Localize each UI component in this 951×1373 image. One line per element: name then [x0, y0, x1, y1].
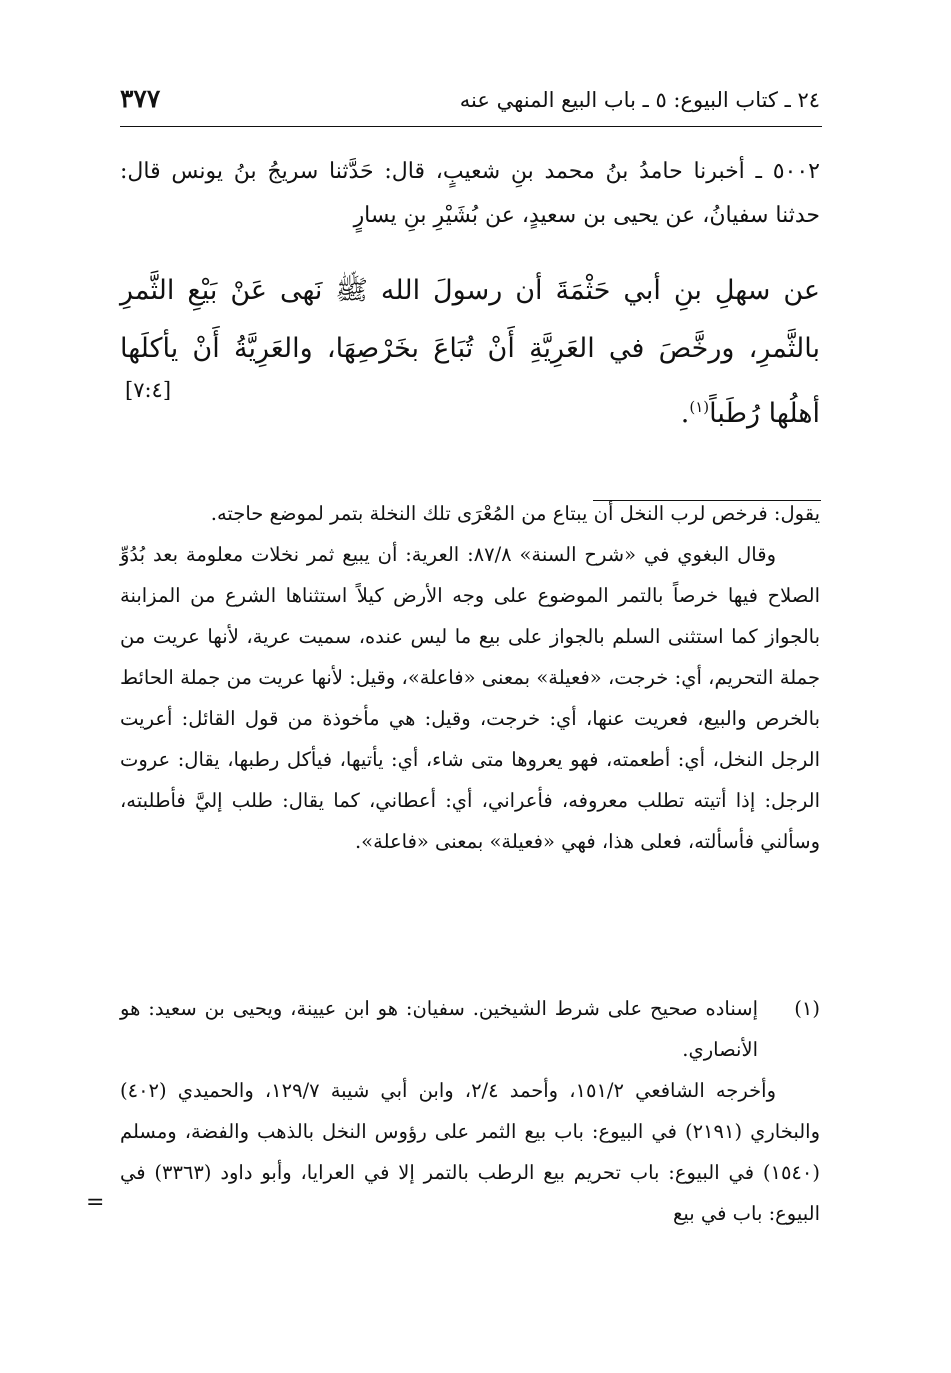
- note-paragraph-1: يقول: فرخص لرب النخل أن يبتاع من المُعْرَى تلك النخلة بتمر لموضع حاجته.: [210, 502, 820, 525]
- isnad-text: ٥٠٠٢ ـ أخبرنا حامدُ بنُ محمد بنِ شعيبٍ، قال: حَدَّثنا سريجُ بنُ يونس قال: حدثنا سفيانُ، عن يحيى بن سعيدٍ، عن بُشَيْرِ بنِ يسارٍ: [120, 159, 820, 228]
- continuation-mark: =: [86, 1190, 105, 1215]
- footnote-1-paragraph-1: [120, 988, 820, 1070]
- page-number: ٣٧٧: [120, 84, 161, 113]
- footnote-1-text: إسناده صحيح على شرط الشيخين. سفيان: هو ابن عيينة، ويحيى بن سعيد: هو الأنصاري.: [120, 997, 758, 1061]
- note-paragraph-2: وقال البغوي في «شرح السنة» ٨٧/٨: العرية: أن يبيع ثمر نخلات معلومة بعد بُدُوِّ الصلاح فيها خرصاً بالتمر الموضوع على وجه الأرض كيلاً استثناها الشرع من المزابنة بالجواز كما استثنى السلم بالجواز على بيع ما ليس عنده، سميت عرية، لأنها عريت من جملة التحريم، أي: خرجت، «فعيلة» بمعنى «فاعلة»، وقيل: لأنها عريت من جملة الحائط بالخرص والبيع، فعريت عنها، أي: خرجت، وقيل: هي مأخوذة من قول القائل: أعريت الرجل النخل، أي: أطعمته، فهو يعروها متى شاء، أي: يأتيها، فيأكل رطبها، يقال: عروت الرجل: إذا أتيته تطلب معروفه، فأعراني، أي: أعطاني، كما يقال: طلب إليَّ فأطلبته، وسألني فأسألته، فعلى هذا، فهي «فعيلة» بمعنى «فاعلة».: [120, 543, 820, 853]
- continued-footnote: [120, 493, 820, 862]
- footnote-number: (١): [794, 997, 820, 1020]
- footnote-marker: (١): [689, 398, 710, 416]
- matn-text: عن سهلِ بنِ أبي حَثْمَةَ أن رسولَ الله ﷺ نَهى عَنْ بَيْعِ الثَّمرِ بالثَّمرِ، ورخَّصَ في العَرِيَّةِ أَنْ تُبَاعَ بخَرْصِهَا، والعَرِيَّةُ أَنْ يأكلَها أهلُها رُطَباً: [120, 275, 820, 429]
- page-header: [120, 84, 820, 124]
- matn-paragraph: [120, 262, 820, 443]
- hadith-matn: [120, 262, 820, 443]
- footnote-1-paragraph-2: وأخرجه الشافعي ١٥١/٢، وأحمد ٢/٤، وابن أبي شيبة ١٢٩/٧، والحميدي (٤٠٢) والبخاري (٢١٩١) في البيوع: باب بيع الثمر على رؤوس النخل بالذهب والفضة، ومسلم (١٥٤٠) في البيوع: باب تحريم بيع الرطب بالتمر إلا في العرايا، وأبو داود (٣٣٦٣) في البيوع: باب في بيع: [120, 1079, 820, 1225]
- matn-end: .: [680, 398, 690, 429]
- footnote-1: [120, 988, 820, 1234]
- hadith-isnad: [120, 150, 820, 238]
- header-divider: [120, 126, 822, 127]
- hadith-reference: [٧:٤]: [125, 378, 172, 402]
- running-title: ٢٤ ـ كتاب البيوع: ٥ ـ باب البيع المنهي عنه: [459, 88, 820, 112]
